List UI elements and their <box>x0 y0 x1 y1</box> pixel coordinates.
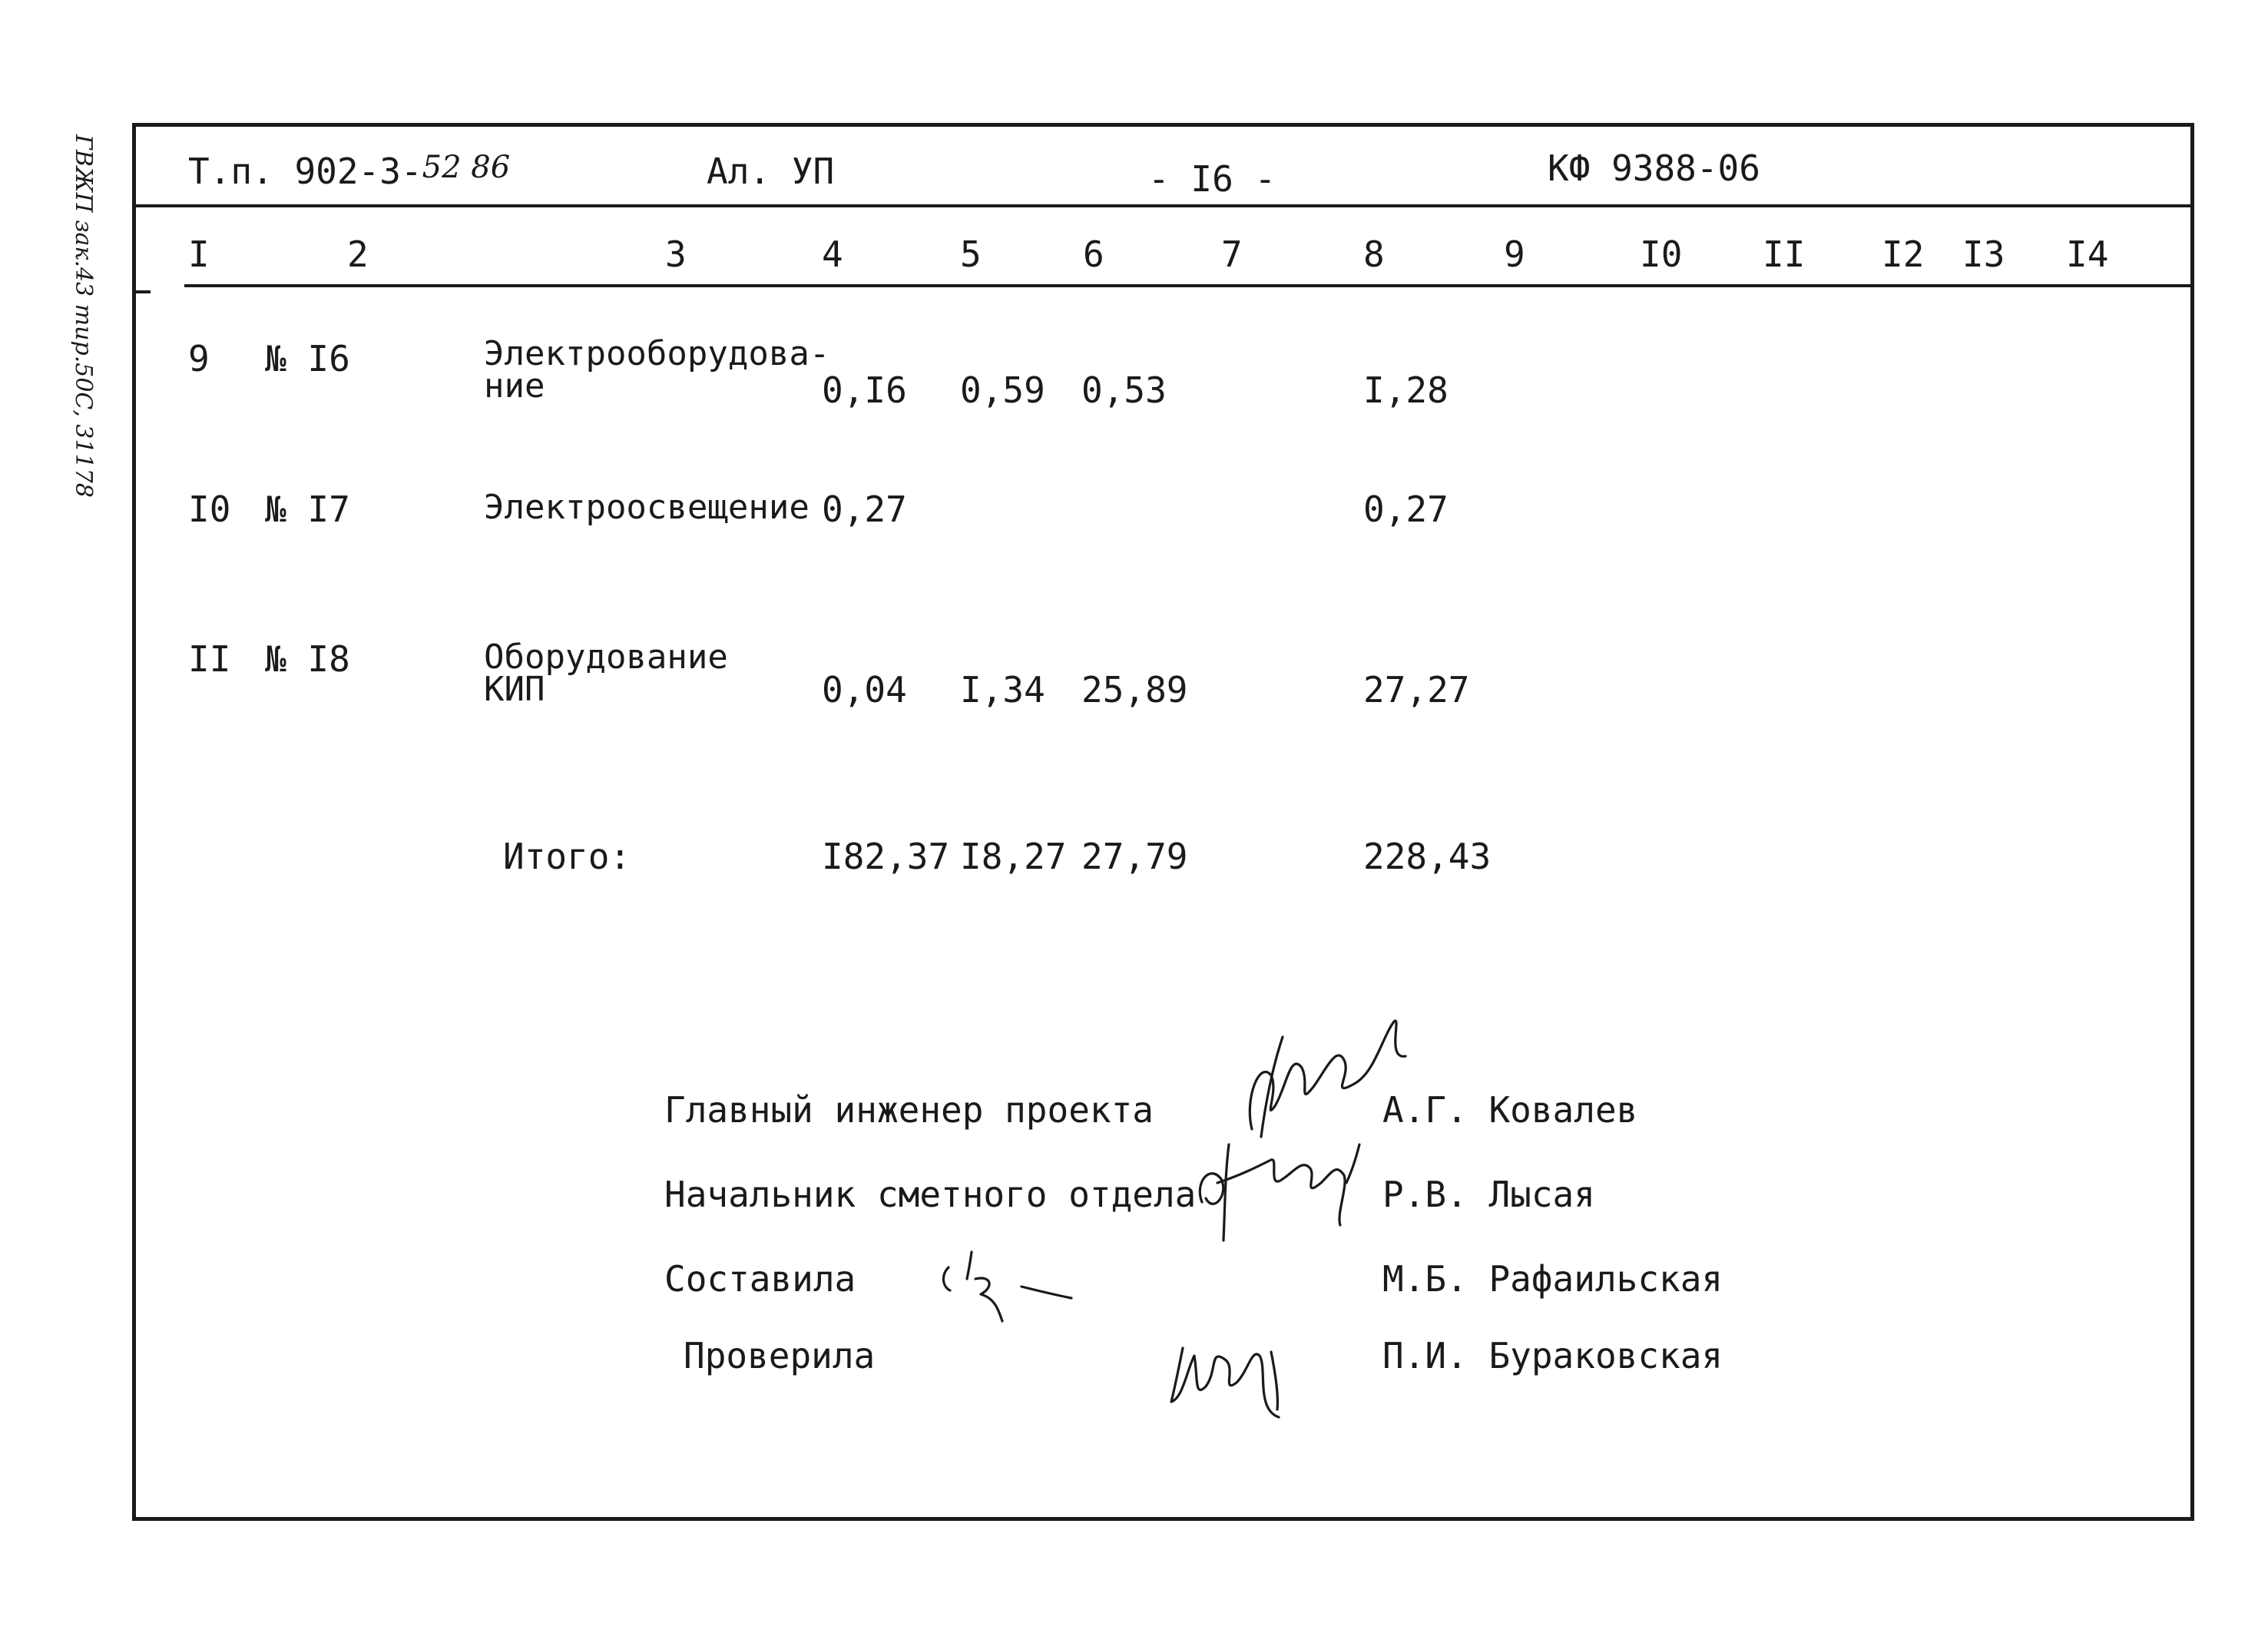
side-stamp-note <box>71 134 101 534</box>
signature-name-compiled-by: М.Б. Рафаильская <box>1382 1258 1723 1300</box>
total-value-col4: I82,37 <box>822 836 950 877</box>
row-name: Электрооборудова- ние <box>484 334 830 406</box>
column-number-12: I2 <box>1882 234 1925 275</box>
column-number-2: 2 <box>347 234 369 275</box>
document-frame <box>132 123 2194 1521</box>
signature-scribble-checked-by <box>1164 1325 1302 1425</box>
project-number-handwritten: 52 86 <box>422 150 511 185</box>
column-number-4: 4 <box>822 234 843 275</box>
margin-tick <box>135 290 151 293</box>
page-number: - I6 - <box>1148 158 1276 200</box>
column-number-14: I4 <box>2066 234 2109 275</box>
row-number: I0 <box>188 489 231 530</box>
project-number <box>188 150 511 192</box>
column-number-1: I <box>188 234 210 275</box>
row-value-col5: I,34 <box>960 669 1045 711</box>
signature-role-estimate-head: Начальник сметного отдела <box>664 1174 1197 1215</box>
column-number-13: I3 <box>1962 234 2005 275</box>
column-number-10: I0 <box>1640 234 1683 275</box>
column-number-6: 6 <box>1083 234 1104 275</box>
row-value-col8: I,28 <box>1363 369 1449 411</box>
signature-name-chief-engineer: А.Г. Ковалев <box>1382 1089 1638 1131</box>
row-reference: № I8 <box>265 638 350 680</box>
row-name: Оборудование КИП <box>484 638 728 709</box>
total-value-col6: 27,79 <box>1081 836 1188 877</box>
row-value-col8: 27,27 <box>1363 669 1470 711</box>
column-number-9: 9 <box>1504 234 1525 275</box>
project-number-printed: Т.п. 902-3- <box>188 151 422 192</box>
signature-name-estimate-head: Р.В. Лысая <box>1382 1174 1595 1215</box>
signature-role-checked-by: Проверила <box>684 1335 876 1376</box>
total-label: Итого: <box>503 836 631 877</box>
row-number: 9 <box>188 338 210 379</box>
row-value-col4: 0,I6 <box>822 369 907 411</box>
row-reference: № I6 <box>265 338 350 379</box>
signature-role-chief-engineer: Главный инженер проекта <box>664 1089 1154 1131</box>
row-value-col6: 25,89 <box>1081 669 1188 711</box>
row-value-col4: 0,27 <box>822 489 907 530</box>
column-number-5: 5 <box>960 234 982 275</box>
total-value-col5: I8,27 <box>960 836 1067 877</box>
signature-scribble-chief-engineer <box>1229 1014 1413 1144</box>
column-header-divider <box>184 284 2194 287</box>
column-number-8: 8 <box>1363 234 1385 275</box>
signature-scribble-compiled-by <box>933 1244 1079 1329</box>
row-number: II <box>188 638 231 680</box>
row-value-col8: 0,27 <box>1363 489 1449 530</box>
row-value-col6: 0,53 <box>1081 369 1167 411</box>
column-number-11: II <box>1763 234 1806 275</box>
total-value-col8: 228,43 <box>1363 836 1492 877</box>
row-name: Электроосвещение <box>484 488 810 527</box>
column-number-3: 3 <box>665 234 687 275</box>
column-number-7: 7 <box>1221 234 1243 275</box>
row-value-col4: 0,04 <box>822 669 907 711</box>
row-reference: № I7 <box>265 489 350 530</box>
header-divider <box>132 204 2194 207</box>
album-label: Ал. УП <box>707 151 835 192</box>
signature-scribble-estimate-head <box>1187 1129 1371 1244</box>
signature-name-checked-by: П.И. Бураковская <box>1382 1335 1723 1376</box>
signature-role-compiled-by: Составила <box>664 1258 856 1300</box>
side-stamp-text: ГВЖП зак.43 тир.50С, 31178 <box>70 134 97 498</box>
document-code: КФ 9388-06 <box>1548 147 1760 189</box>
row-value-col5: 0,59 <box>960 369 1045 411</box>
